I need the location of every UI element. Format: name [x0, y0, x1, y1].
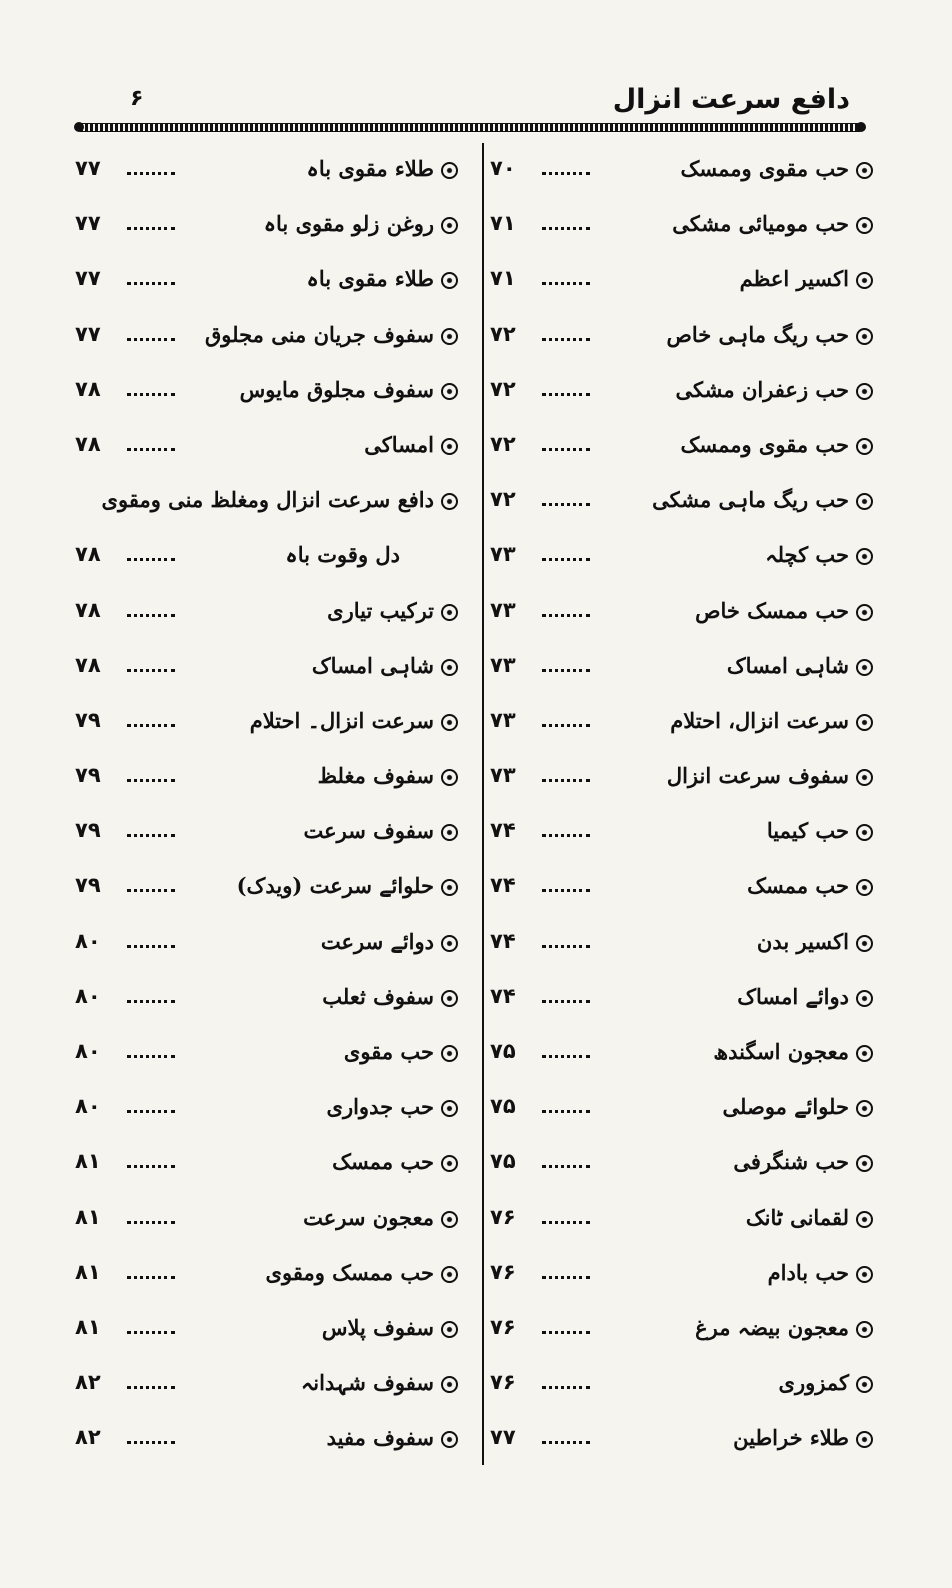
- toc-entry: [65, 812, 460, 867]
- toc-entry-title: حب ممسک: [332, 1149, 434, 1175]
- toc-entry-title: لقمانی ٹانک: [745, 1204, 849, 1230]
- toc-entry-title: حب کیمیا: [766, 818, 849, 844]
- page-header: [70, 78, 870, 138]
- bullet-icon: [441, 493, 458, 510]
- toc-entry-page: ۸۰: [75, 1094, 101, 1119]
- dot-leader: [127, 889, 175, 892]
- toc-entry-title: حب ممسک: [747, 873, 849, 899]
- toc-entry: [480, 867, 875, 922]
- dot-leader: [127, 1331, 175, 1334]
- bullet-icon: [441, 328, 458, 345]
- toc-entry-page: ۸۱: [75, 1259, 101, 1284]
- dot-leader: [542, 338, 590, 341]
- toc-entry: [65, 702, 460, 757]
- dot-leader: [127, 724, 175, 727]
- dot-leader: [127, 945, 175, 948]
- dot-leader: [542, 393, 590, 396]
- bullet-icon: [856, 328, 873, 345]
- dot-leader: [127, 558, 175, 561]
- toc-entry-page: ۷۸: [75, 376, 101, 401]
- dot-leader: [127, 1165, 175, 1168]
- header-rule: [80, 123, 860, 132]
- dot-leader: [542, 889, 590, 892]
- toc-entry: [65, 481, 460, 536]
- dot-leader: [127, 172, 175, 175]
- toc-entry: [65, 205, 460, 260]
- toc-entry-title: حب شنگرفی: [733, 1149, 849, 1175]
- toc-entry-page: ۷۵: [490, 1039, 516, 1063]
- dot-leader: [542, 448, 590, 451]
- toc-entry-page: ۷۷: [75, 211, 101, 236]
- toc-entry-page: ۷۶: [490, 1370, 516, 1395]
- toc-entry-page: ۷۸: [75, 652, 101, 677]
- bullet-icon: [856, 548, 873, 565]
- toc-entry-page: ۸۱: [75, 1149, 101, 1174]
- bullet-icon: [441, 272, 458, 289]
- toc-entry-page: ۷۴: [490, 873, 516, 898]
- toc-entry-page: ۷۳: [490, 707, 516, 732]
- toc-entry-title: سفوف مفید: [326, 1425, 434, 1451]
- toc-entry-page: ۷۴: [490, 928, 516, 953]
- toc-entry: [480, 1033, 875, 1088]
- dot-leader: [127, 1441, 175, 1444]
- toc-entry: [480, 1199, 875, 1254]
- toc-entry-title: اکسیر اعظم: [739, 266, 849, 292]
- bullet-icon: [856, 1376, 873, 1393]
- dot-leader: [127, 282, 175, 285]
- dot-leader: [542, 1165, 590, 1168]
- dot-leader: [542, 945, 590, 948]
- toc-entry: [65, 1364, 460, 1419]
- bullet-icon: [441, 162, 458, 179]
- bullet-icon: [856, 769, 873, 786]
- dot-leader: [542, 834, 590, 837]
- toc-entry-page: ۷۳: [490, 652, 516, 677]
- bullet-icon: [441, 659, 458, 676]
- dot-leader: [542, 227, 590, 230]
- rule-end-dot-right: [856, 122, 866, 132]
- toc-entry: [480, 647, 875, 702]
- dot-leader: [542, 558, 590, 561]
- toc-entry-page: ۸۱: [75, 1314, 101, 1339]
- toc-entry-page: ۷۸: [75, 597, 101, 622]
- toc-entry-title: سرعت انزال۔ احتلام: [249, 707, 434, 733]
- dot-leader: [127, 227, 175, 230]
- toc-entry-page: ۷۱: [490, 211, 516, 236]
- toc-column-left: [65, 150, 460, 1475]
- toc-entry: [480, 481, 875, 536]
- dot-leader: [542, 1110, 590, 1113]
- dot-leader: [127, 448, 175, 451]
- toc-entry-title: سفوف مجلوق مایوس: [239, 376, 434, 402]
- toc-entry: [480, 205, 875, 260]
- toc-entry-title: روغن زلو مقوی باہ: [263, 211, 434, 237]
- toc-entry-page: ۷۶: [490, 1204, 516, 1229]
- toc-entry: [65, 1033, 460, 1088]
- dot-leader: [127, 1386, 175, 1389]
- toc-entry-title: امساکی: [364, 431, 434, 457]
- toc-entry: [480, 371, 875, 426]
- dot-leader: [127, 1000, 175, 1003]
- bullet-icon: [856, 1155, 873, 1172]
- toc-entry-title: سرعت انزال، احتلام: [670, 707, 849, 733]
- dot-leader: [542, 1386, 590, 1389]
- bullet-icon: [441, 879, 458, 896]
- toc-entry-page: ۷۱: [490, 266, 516, 291]
- bullet-icon: [856, 1431, 873, 1448]
- bullet-icon: [441, 1045, 458, 1062]
- toc-entry-title: سفوف سرعت: [303, 818, 434, 844]
- dot-leader: [542, 1276, 590, 1279]
- dot-leader: [542, 614, 590, 617]
- toc-entry-title: معجون بیضہ مرغ: [695, 1314, 849, 1340]
- toc-entry: [65, 316, 460, 371]
- book-title: دافع سرعت انزال: [612, 84, 850, 115]
- toc-entry-title: حلوائے موصلی: [722, 1094, 849, 1120]
- dot-leader: [127, 393, 175, 396]
- bullet-icon: [856, 990, 873, 1007]
- toc-entry: [480, 702, 875, 757]
- toc-entry-title: سفوف سرعت انزال: [666, 763, 849, 789]
- toc-entry: [480, 1419, 875, 1474]
- toc-entry: [480, 316, 875, 371]
- toc-entry-title: دوائے سرعت: [320, 928, 434, 954]
- toc-entry-page: ۷۹: [75, 763, 101, 788]
- bullet-icon: [856, 217, 873, 234]
- toc-entry: [65, 1254, 460, 1309]
- toc-entry-page: ۸۲: [75, 1425, 101, 1450]
- toc-entry: [480, 1254, 875, 1309]
- toc-entry-title: حب مقوی: [343, 1039, 434, 1064]
- dot-leader: [127, 834, 175, 837]
- dot-leader: [542, 779, 590, 782]
- bullet-icon: [856, 604, 873, 621]
- toc-entry: [65, 1419, 460, 1474]
- toc-entry-title: حب مقوی وممسک: [680, 156, 849, 181]
- toc-entry-page: ۸۱: [75, 1204, 101, 1229]
- toc-entry: [65, 1088, 460, 1143]
- bullet-icon: [856, 272, 873, 289]
- toc-entry-page: ۷۶: [490, 1314, 516, 1339]
- bullet-icon: [856, 1100, 873, 1117]
- toc-entry: [480, 757, 875, 812]
- toc-entry: [480, 1309, 875, 1364]
- toc-entry: [480, 260, 875, 315]
- toc-column-right: [480, 150, 875, 1475]
- toc-entry: [480, 592, 875, 647]
- dot-leader: [542, 1221, 590, 1224]
- bullet-icon: [856, 879, 873, 896]
- bullet-icon: [856, 1321, 873, 1338]
- toc-entry-page: ۷۷: [490, 1425, 516, 1450]
- rule-end-dot-left: [74, 122, 84, 132]
- bullet-icon: [441, 1431, 458, 1448]
- toc-entry-page: ۷۴: [490, 983, 516, 1008]
- bullet-icon: [441, 1321, 458, 1338]
- toc-entry-page: ۷۰: [490, 156, 516, 180]
- toc-entry: [65, 978, 460, 1033]
- toc-entry-page: ۷۷: [75, 266, 101, 291]
- dot-leader: [127, 1221, 175, 1224]
- toc-entry-title: حب کچلہ: [765, 542, 849, 568]
- toc-entry: [65, 426, 460, 481]
- toc-entry-title: دوائے امساک: [737, 983, 849, 1009]
- toc-entry-page: ۷۶: [490, 1259, 516, 1284]
- dot-leader: [542, 1331, 590, 1334]
- toc-entry-page: ۷۹: [75, 818, 101, 843]
- bullet-icon: [441, 824, 458, 841]
- toc-entry: [65, 1309, 460, 1364]
- dot-leader: [127, 614, 175, 617]
- toc-entry: [65, 867, 460, 922]
- toc-entry-page: ۷۹: [75, 707, 101, 732]
- bullet-icon: [856, 935, 873, 952]
- toc-entry-page: ۷۲: [490, 431, 516, 456]
- toc-entry-title: حلوائے سرعت (ویدک): [236, 873, 434, 899]
- toc-entry-title: معجون اسگندھ: [713, 1039, 849, 1064]
- bullet-icon: [856, 383, 873, 400]
- dot-leader: [542, 172, 590, 175]
- toc-entry-page: ۷۸: [75, 542, 101, 567]
- toc-entry-title: سفوف ثعلب: [322, 983, 434, 1009]
- toc-entry-page: ۷۷: [75, 321, 101, 346]
- bullet-icon: [856, 714, 873, 731]
- toc-entry: [480, 150, 875, 205]
- dot-leader: [542, 503, 590, 506]
- toc-entry-title: طلاء مقوی باہ: [306, 156, 434, 181]
- bullet-icon: [441, 1376, 458, 1393]
- page-number: ۶: [130, 86, 144, 111]
- toc-entry-title: حب ممسک خاص: [695, 597, 849, 623]
- bullet-icon: [856, 438, 873, 455]
- toc-entry-page: ۷۵: [490, 1149, 516, 1174]
- bullet-icon: [441, 1266, 458, 1283]
- bullet-icon: [441, 383, 458, 400]
- toc-entry: [65, 260, 460, 315]
- toc-entry: [480, 1088, 875, 1143]
- toc-entry: [480, 536, 875, 591]
- toc-entry-title: حب مومیائی مشکی: [672, 211, 849, 237]
- toc-entry-title: طلاء مقوی باہ: [306, 266, 434, 292]
- bullet-icon: [441, 935, 458, 952]
- dot-leader: [542, 282, 590, 285]
- toc-entry-title: سفوف مغلظ: [317, 763, 434, 789]
- toc-entry-page: ۷۲: [490, 487, 516, 512]
- toc-entry-page: ۷۲: [490, 376, 516, 401]
- bullet-icon: [856, 659, 873, 676]
- toc-entry-title: سفوف جریان منی مجلوق: [205, 321, 434, 347]
- toc-entry: [480, 978, 875, 1033]
- toc-entry-page: ۸۰: [75, 1039, 101, 1063]
- toc-entry: [480, 1143, 875, 1198]
- toc-entry: [480, 923, 875, 978]
- toc-entry-title: سفوف پلاس: [321, 1314, 434, 1340]
- toc-entry: [65, 923, 460, 978]
- dot-leader: [542, 1441, 590, 1444]
- dot-leader: [127, 779, 175, 782]
- toc-entry-page: ۷۹: [75, 873, 101, 898]
- toc-entry: [65, 647, 460, 702]
- toc-entry-title: کمزوری: [778, 1370, 849, 1396]
- toc-entry: [480, 812, 875, 867]
- toc-entry: [65, 1143, 460, 1198]
- toc-entry-title: حب ریگ ماہی خاص: [666, 321, 849, 347]
- bullet-icon: [441, 604, 458, 621]
- toc-entry: [65, 757, 460, 812]
- bullet-icon: [441, 1211, 458, 1228]
- toc-entry-page: ۷۳: [490, 542, 516, 567]
- toc-entry-page: ۸۰: [75, 928, 101, 953]
- bullet-icon: [441, 217, 458, 234]
- toc-entry: [65, 150, 460, 205]
- toc-entry-page: ۷۳: [490, 763, 516, 788]
- toc-entry: [480, 1364, 875, 1419]
- toc-entry-title: ترکیب تیاری: [327, 597, 434, 623]
- toc-entry-title: دل وقوت باہ: [285, 542, 400, 568]
- bullet-icon: [856, 162, 873, 179]
- toc-entry-title: حب زعفران مشکی: [675, 376, 849, 402]
- toc-entry: [65, 536, 460, 591]
- toc-entry-page: ۷۳: [490, 597, 516, 622]
- toc-entry-title: شاہی امساک: [311, 652, 434, 678]
- toc-entry-title: معجون سرعت: [303, 1204, 434, 1230]
- toc-entry-page: ۷۴: [490, 818, 516, 843]
- toc-entry-title: حب بادام: [767, 1259, 849, 1285]
- toc-entry-title: شاہی امساک: [726, 652, 849, 678]
- toc-entry-title: اکسیر بدن: [756, 928, 849, 954]
- toc-entry-title: حب مقوی وممسک: [680, 431, 849, 457]
- toc-entry: [65, 371, 460, 426]
- dot-leader: [542, 669, 590, 672]
- dot-leader: [127, 1055, 175, 1058]
- toc-entry-title: حب ریگ ماہی مشکی: [652, 487, 849, 513]
- dot-leader: [542, 724, 590, 727]
- toc-entry-page: ۸۲: [75, 1370, 101, 1395]
- toc-entry-title: طلاء خراطین: [733, 1425, 849, 1451]
- bullet-icon: [856, 1211, 873, 1228]
- toc-entry-title: دافع سرعت انزال ومغلظ منی ومقوی: [101, 487, 434, 513]
- dot-leader: [127, 338, 175, 341]
- dot-leader: [542, 1000, 590, 1003]
- bullet-icon: [856, 1266, 873, 1283]
- bullet-icon: [441, 714, 458, 731]
- toc-entry-page: ۷۵: [490, 1094, 516, 1119]
- toc-entry-title: حب ممسک ومقوی: [265, 1259, 434, 1285]
- toc-entry: [65, 1199, 460, 1254]
- dot-leader: [127, 1276, 175, 1279]
- bullet-icon: [441, 438, 458, 455]
- bullet-icon: [441, 990, 458, 1007]
- toc-entry-title: حب جدواری: [326, 1094, 434, 1120]
- toc-entry-page: ۷۸: [75, 431, 101, 456]
- dot-leader: [127, 1110, 175, 1113]
- dot-leader: [127, 669, 175, 672]
- toc-entry-title: سفوف شہدانہ: [300, 1370, 434, 1396]
- toc-entry-page: ۸۰: [75, 983, 101, 1008]
- toc-entry: [480, 426, 875, 481]
- bullet-icon: [441, 769, 458, 786]
- bullet-icon: [856, 493, 873, 510]
- toc-entry-page: ۷۷: [75, 156, 101, 180]
- dot-leader: [542, 1055, 590, 1058]
- bullet-icon: [856, 1045, 873, 1062]
- bullet-icon: [441, 1155, 458, 1172]
- bullet-icon: [441, 1100, 458, 1117]
- bullet-icon: [856, 824, 873, 841]
- toc-entry: [65, 592, 460, 647]
- toc-entry-page: ۷۲: [490, 321, 516, 346]
